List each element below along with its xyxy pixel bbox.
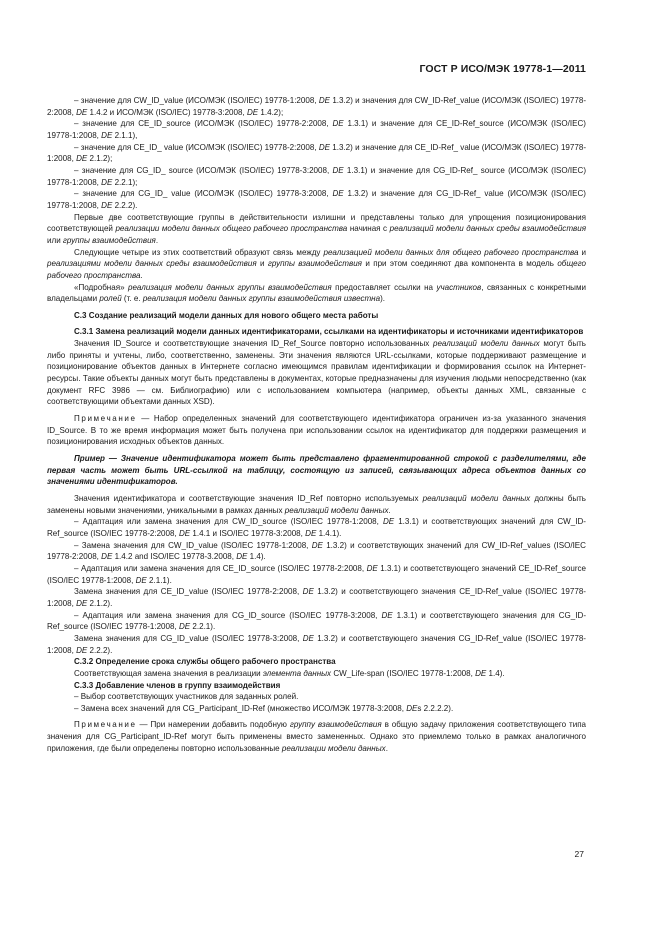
paragraph: Значения ID_Source и соответствующие значения ID_Ref_Source повторно использованных реализаций модели данных могут быть либо приняты и учтены, либо, соответственно, заменены. Эти значения являются URL-ссылками, которые поддерживают размещение и позиционирование объектов данных в Интернете согласно имеющимся правилам идентификации и формирования ссылок на Интернет-ресурсы. Такие объекты данных могут быть представлены в документах, которые предназначены для изучения людьми непосредственно (как документ RFC 3986 — см. Библиографию) или с использованием компьютера (например, объекты данных XML, связанные с соответствующими объектами данных XSD). [47,339,587,407]
paragraph: Замена значения для CE_ID_value (ISO/IEC 19778-2:2008, DE 1.3.2) и соответствующего значения CE_ID-Ref_value (ISO/IEC 19778-1:2008, DE 2.1.2). [47,587,586,608]
paragraph: Следующие четыре из этих соответствий образуют связь между реализацией модели данных для общего рабочего пространства и реализациями модели данных среды взаимодействия и группы взаимодействия и при этом соединяют два компонента в модель общего рабочего пространства. [47,247,586,280]
page-number: 27 [574,849,584,859]
paragraph: Первые две соответствующие группы в действительности излишни и представлены только для упрощения позиционирования соответствующей реализации модели данных общего рабочего пространства начиная с реализаций модели данных среды взаимодействия или группы взаимодействия. [47,212,586,245]
section-heading-c3-2: С.3.2 Определение срока службы общего рабочего пространства [74,657,336,667]
section-heading-c3: С.3 Создание реализаций модели данных для нового общего места работы [74,310,379,320]
page-header: ГОСТ Р ИСО/МЭК 19778-1—2011 [419,63,586,75]
paragraph: – Замена всех значений для CG_Participant_ID-Ref (множество ИСО/МЭК 19778-3:2008, DEs 2.2.2.2). [74,703,454,713]
paragraph: Замена значения для CG_ID_value (ISO/IEC 19778-3:2008, DE 1.3.2) и соответствующего значения CG_ID-Ref_value (ISO/IEC 19778-1:2008, DE 2.2.2). [47,633,586,655]
note: Примечание — При намерении добавить подобную группу взаимодействия в общую задачу приложения соответствующего типа значения для CG_Participant_ID-Ref могут быть применены вместо замененных. Однако это приемлемо только в рамках аналогичного приложения, где были определены повторно использованные реализации модели данных. [47,720,587,753]
paragraph: – значение для CE_ID_source (ИСО/МЭК (ISO/IEC) 19778-2:2008, DE 1.3.1) и значение для CE_ID-Ref_source (ИСО/МЭК (ISO/IEC) 19778-1:2008, DE 2.1.1), [47,119,586,140]
paragraph: – значение для CG_ID_ source (ИСО/МЭК (ISO/IEC) 19778-3:2008, DE 1.3.1) и значение для CG_ID-Ref_ source (ИСО/МЭК (ISO/IEC) 19778-1:2008, DE 2.2.1); [47,165,587,187]
example: Пример — Значение идентификатора может быть представлено фрагментированной строкой с разделителями, где первая часть может быть URL-ссылкой на таблицу, состоящую из записей, связывающих адреса объектов данных со значениями идентификаторов. [47,454,586,487]
paragraph: – значение для CG_ID_ value (ИСО/МЭК (ISO/IEC) 19778-3:2008, DE 1.3.2) и значение для CG_ID-Ref_ value (ИСО/МЭК (ISO/IEC) 19778-1:2008, DE 2.2.2). [47,189,586,210]
paragraph: «Подробная» реализация модели данных группы взаимодействия предоставляет ссылки на участников, связанных с конкретными владельцами ролей (т. е. реализация модели данных группы взаимодействия известна). [47,282,586,304]
section-heading-c3-1: С.3.1 Замена реализаций модели данных идентификаторами, ссылками на идентификаторы и источниками идентификаторов [74,327,584,337]
paragraph: Соответствующая замена значения в реализации элемента данных CW_Life-span (ISO/IEC 19778-1:2008, DE 1.4). [74,668,505,678]
note: Примечание — Набор определенных значений для соответствующего идентификатора ограничен из-за указанного значения ID_Source. В то же время информация может быть получена при использовании ссылок на идентификатор для поддержки размещения и позиционирования исходных объектов данных. [47,414,586,447]
section-heading-c3-3: С.3.3 Добавление членов в группу взаимодействия [74,680,281,690]
paragraph: – значение для CE_ID_ value (ИСО/МЭК (ISO/IEC) 19778-2:2008, DE 1.3.2) и значение для CE_ID-Ref_ value (ИСО/МЭК (ISO/IEC) 19778-1:2008, DE 2.1.2); [47,142,587,164]
paragraph: – Выбор соответствующих участников для заданных ролей. [74,692,299,702]
paragraph: – значение для CW_ID_value (ИСО/МЭК (ISO/IEC) 19778-1:2008, DE 1.3.2) и значения для CW_ID-Ref_value (ИСО/МЭК (ISO/IEC) 19778-2:2008, DE 1.4.2 и ИСО/МЭК (ISO/IEC) 19778-3:2008, DE 1.4.2); [47,96,587,117]
paragraph: Значения идентификатора и соответствующие значения ID_Ref повторно используемых реализаций модели данных должны быть заменены новыми значениями, уникальными в рамках данных реализаций модели данных. [47,494,586,515]
page-body [47,95,586,754]
paragraph: – Адаптация или замена значения для CG_ID_source (ISO/IEC 19778-3:2008, DE 1.3.1) и соответствующего значения для CG_ID-Ref_source (ISO/IEC 19778-1:2008, DE 2.2.1). [47,610,586,632]
paragraph: – Замена значения для CW_ID_value (ISO/IEC 19778-1:2008, DE 1.3.2) и соответствующих значений для CW_ID-Ref_values (ISO/IEC 19778-2:2008, DE 1.4.2 and ISO/IEC 19778-3.2008, DE 1.4). [47,540,586,562]
paragraph: – Адаптация или замена значения для CE_ID_source (ISO/IEC 19778-2:2008, DE 1.3.1) и соответствующего значений CE_ID-Ref_source (ISO/IEC 19778-1:2008, DE 2.1.1). [47,563,586,585]
paragraph: – Адаптация или замена значения для CW_ID_source (ISO/IEC 19778-1:2008, DE 1.3.1) и соответствующих значений для CW_ID-Ref_source (ISO/IEC 19778-2:2008, DE 1.4.1 и ISO/IEC 19778-3:2008, DE 1.4.1). [47,517,586,538]
